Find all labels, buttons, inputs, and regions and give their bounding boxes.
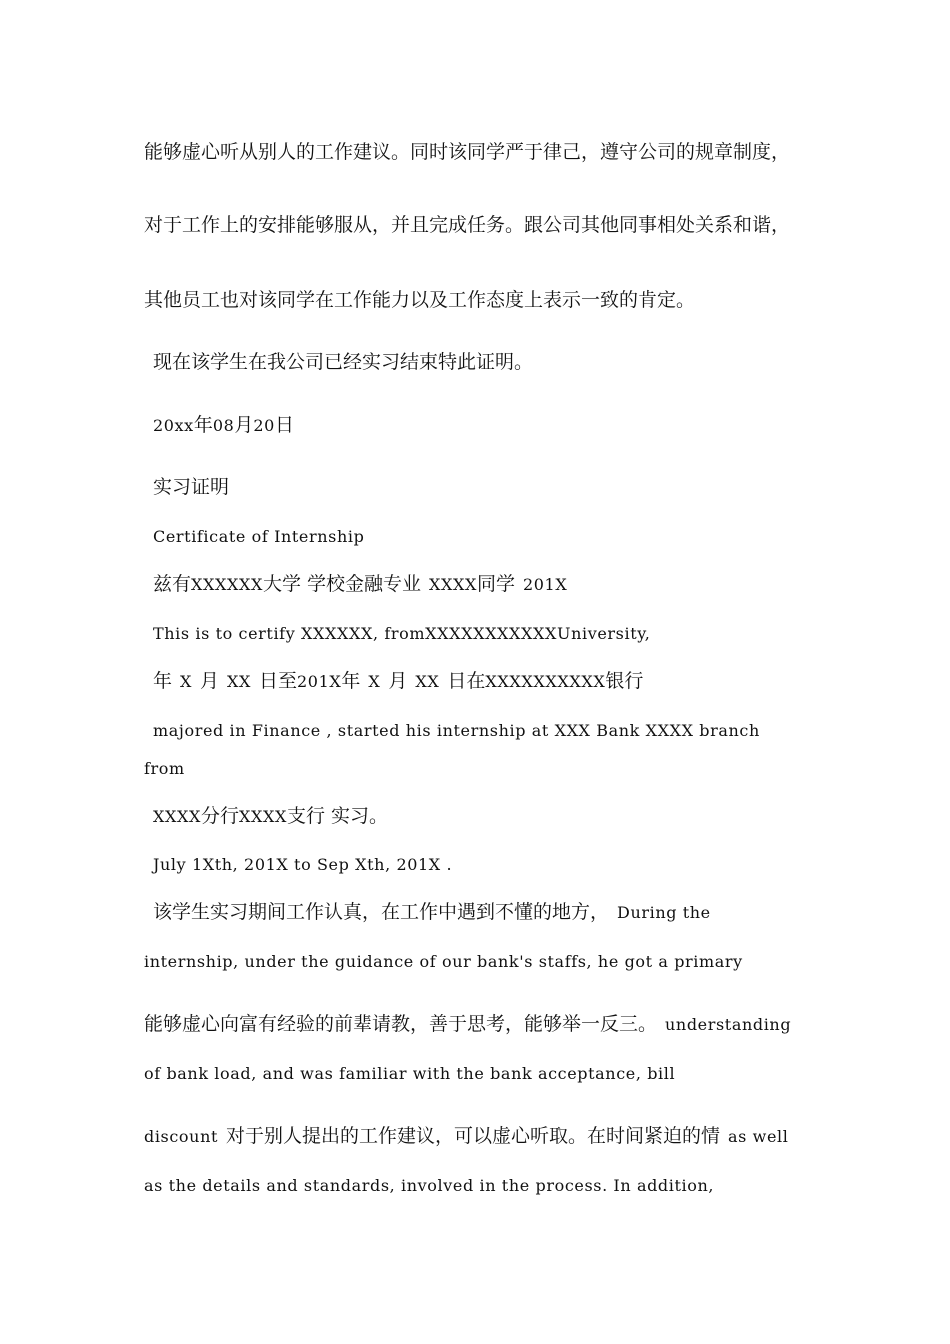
text-en: 201X bbox=[523, 575, 568, 594]
date-line bbox=[153, 413, 294, 437]
body-line-en: from bbox=[144, 759, 185, 778]
body-line bbox=[144, 1012, 791, 1036]
body-line-en: as the details and standards, involved in the process. In addition, bbox=[144, 1176, 715, 1195]
text-cn: 兹有 bbox=[153, 573, 192, 595]
text-en: XXXXXX bbox=[191, 575, 263, 594]
date-day: 20 bbox=[253, 416, 275, 435]
body-line bbox=[153, 900, 711, 924]
date-year-unit: 年 bbox=[193, 414, 213, 436]
body-line bbox=[153, 669, 643, 693]
body-line-en: internship, under the guidance of our bank's staffs, he got a primary bbox=[144, 952, 743, 971]
body-line: 其他员工也对该同学在工作能力以及工作态度上表示一致的肯定。 bbox=[144, 289, 696, 311]
text-cn: 该学生实习期间工作认真，在工作中遇到不懂的地方， bbox=[153, 901, 610, 923]
text-cn: 年 bbox=[153, 670, 173, 692]
text-en: XXXXXXXXXX bbox=[485, 672, 606, 691]
text-en: X bbox=[180, 672, 193, 691]
text-cn: 月 bbox=[388, 670, 408, 692]
date-year: 20xx bbox=[153, 416, 194, 435]
body-line-en: majored in Finance , started his internship at XXX Bank XXXX branch bbox=[153, 721, 760, 740]
body-line: 能够虚心听从别人的工作建议。同时该同学严于律己，遵守公司的规章制度， bbox=[144, 141, 791, 163]
text-en: During the bbox=[617, 903, 711, 922]
text-cn: 大学 学校金融专业 bbox=[262, 573, 422, 595]
text-cn: 同学 bbox=[476, 573, 515, 595]
text-cn: 日至 bbox=[259, 670, 298, 692]
text-en: XX bbox=[415, 672, 440, 691]
text-cn: 能够虚心向富有经验的前辈请教，善于思考，能够举一反三。 bbox=[144, 1013, 658, 1035]
text-cn: 日在 bbox=[447, 670, 486, 692]
text-en: X bbox=[368, 672, 381, 691]
text-en: 201X bbox=[297, 672, 342, 691]
text-en: XXXX bbox=[429, 575, 477, 594]
text-cn: 年 bbox=[341, 670, 361, 692]
text-cn: 分行 bbox=[200, 805, 239, 827]
text-cn: 银行 bbox=[605, 670, 644, 692]
date-month-unit: 月 bbox=[234, 414, 254, 436]
body-line-en: This is to certify XXXXXX, fromXXXXXXXXXXXUniversity, bbox=[153, 624, 651, 643]
body-line bbox=[153, 572, 567, 596]
body-line bbox=[144, 1124, 788, 1148]
body-line-en: July 1Xth, 201X to Sep Xth, 201X . bbox=[153, 855, 453, 874]
text-cn: 月 bbox=[200, 670, 220, 692]
date-month: 08 bbox=[212, 416, 235, 435]
body-line-en: of bank load, and was familiar with the bank acceptance, bill bbox=[144, 1064, 676, 1083]
text-en: XX bbox=[227, 672, 252, 691]
body-line: 对于工作上的安排能够服从，并且完成任务。跟公司其他同事相处关系和谐， bbox=[144, 214, 791, 236]
certificate-title-en: Certificate of Internship bbox=[153, 527, 365, 546]
text-en: XXXX bbox=[238, 807, 287, 826]
body-line bbox=[153, 804, 388, 828]
body-line: 现在该学生在我公司已经实习结束特此证明。 bbox=[153, 351, 534, 373]
certificate-title-cn: 实习证明 bbox=[153, 476, 230, 498]
text-en: XXXX bbox=[153, 807, 201, 826]
text-en: understanding bbox=[665, 1015, 792, 1034]
text-en: discount bbox=[144, 1127, 219, 1146]
text-cn: 对于别人提出的工作建议，可以虚心听取。在时间紧迫的情 bbox=[226, 1125, 721, 1147]
text-cn: 支行 实习。 bbox=[286, 805, 388, 827]
text-en: as well bbox=[728, 1127, 789, 1146]
date-day-unit: 日 bbox=[274, 414, 294, 436]
